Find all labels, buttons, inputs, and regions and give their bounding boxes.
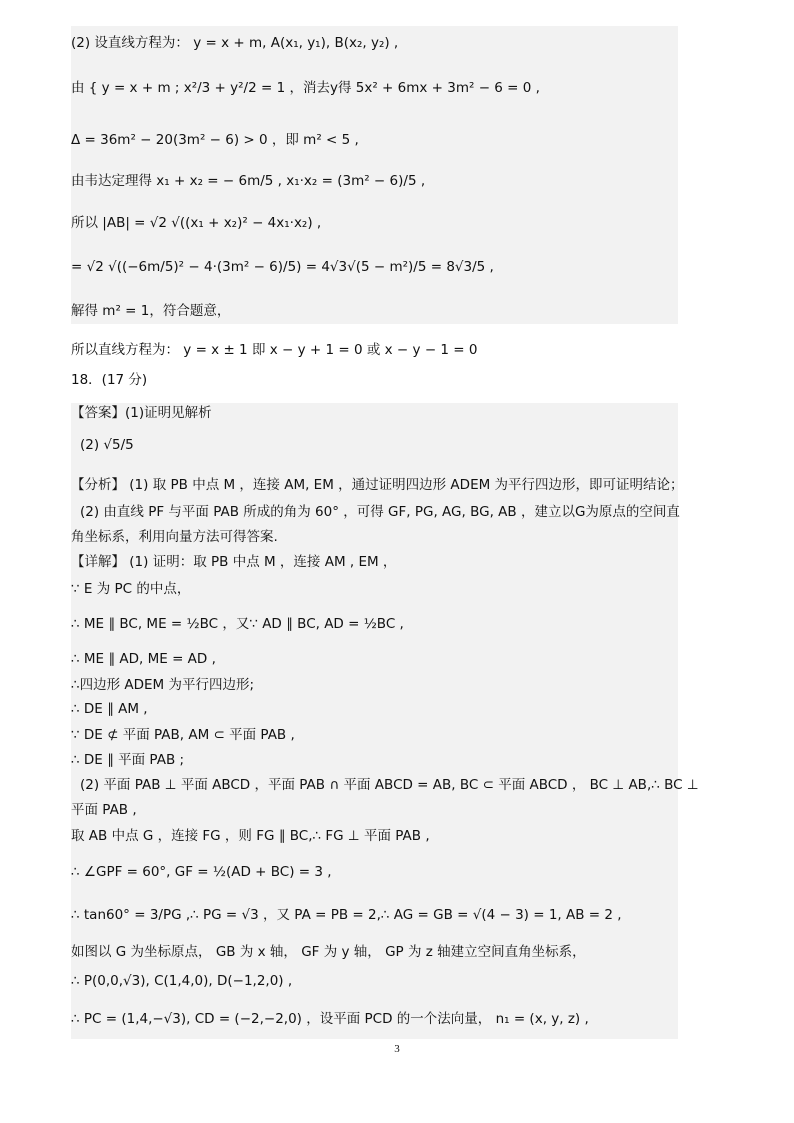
text-line: (2) 设直线方程为： y = x + m, A(x₁, y₁), B(x₂, y₂) , bbox=[71, 35, 399, 51]
text-line: ∴ ∠GPF = 60°, GF = ½(AD + BC) = 3 , bbox=[71, 864, 332, 880]
text-line: 所以直线方程为： y = x ± 1 即 x − y + 1 = 0 或 x − y − 1 = 0 bbox=[71, 342, 478, 358]
text-line: ∴ tan60° = 3/PG ,∴ PG = √3 ，又 PA = PB = 2,∴ AG = GB = √(4 − 3) = 1, AB = 2 , bbox=[71, 907, 622, 923]
text-line: 如图以 G 为坐标原点， GB 为 x 轴， GF 为 y 轴， GP 为 z 轴建立空间直角坐标系， bbox=[71, 944, 586, 960]
text-line: (2) 平面 PAB ⊥ 平面 ABCD ，平面 PAB ∩ 平面 ABCD = AB, BC ⊂ 平面 ABCD ， BC ⊥ AB,∴ BC ⊥ bbox=[80, 777, 699, 793]
text-line: (2) √5/5 bbox=[80, 437, 134, 453]
text-line: ∴ P(0,0,√3), C(1,4,0), D(−1,2,0) , bbox=[71, 973, 293, 989]
text-line: ∴ DE ∥ AM , bbox=[71, 701, 148, 717]
text-line: ∴四边形 ADEM 为平行四边形; bbox=[71, 677, 255, 693]
text-line: Δ = 36m² − 20(3m² − 6) > 0 ，即 m² < 5 , bbox=[71, 132, 359, 148]
text-line: ∴ DE ∥ 平面 PAB ; bbox=[71, 752, 185, 768]
text-line: ∴ ME ∥ AD, ME = AD , bbox=[71, 651, 216, 667]
text-line: ∵ DE ⊄ 平面 PAB, AM ⊂ 平面 PAB , bbox=[71, 727, 295, 743]
text-line: 由韦达定理得 x₁ + x₂ = − 6m/5 , x₁·x₂ = (3m² − 6)/5 , bbox=[71, 173, 426, 189]
text-line: 解得 m² = 1，符合题意， bbox=[71, 303, 231, 319]
text-line: 18．(17 分) bbox=[71, 372, 148, 388]
text-line: ∴ ME ∥ BC, ME = ½BC ，又∵ AD ∥ BC, AD = ½BC , bbox=[71, 616, 404, 632]
text-line: ∴ PC = (1,4,−√3), CD = (−2,−2,0) ，设平面 PCD 的一个法向量， n₁ = (x, y, z) , bbox=[71, 1011, 589, 1027]
text-line: (2) 由直线 PF 与平面 PAB 所成的角为 60° ，可得 GF, PG, AG, BG, AB ，建立以G为原点的空间直 bbox=[80, 504, 680, 520]
text-line: 平面 PAB , bbox=[71, 802, 137, 818]
text-line: = √2 √((−6m/5)² − 4·(3m² − 6)/5) = 4√3√(5 − m²)/5 = 8√3/5 , bbox=[71, 259, 494, 275]
text-line: 由 { y = x + m ; x²/3 + y²/2 = 1 ，消去y得 5x² + 6mx + 3m² − 6 = 0 , bbox=[71, 80, 540, 96]
text-line: 取 AB 中点 G ，连接 FG ，则 FG ∥ BC,∴ FG ⊥ 平面 PAB , bbox=[71, 828, 430, 844]
text-line: 【详解】 (1) 证明：取 PB 中点 M ，连接 AM , EM ， bbox=[71, 554, 397, 570]
text-line: 【分析】 (1) 取 PB 中点 M ，连接 AM, EM ，通过证明四边形 ADEM 为平行四边形，即可证明结论； bbox=[71, 477, 684, 493]
page-number: 3 bbox=[394, 1043, 400, 1055]
text-line: 角坐标系，利用向量方法可得答案. bbox=[71, 529, 278, 545]
text-line: 所以 |AB| = √2 √((x₁ + x₂)² − 4x₁·x₂) , bbox=[71, 215, 322, 231]
text-line: ∵ E 为 PC 的中点， bbox=[71, 581, 191, 597]
text-line: 【答案】(1)证明见解析 bbox=[71, 405, 212, 421]
